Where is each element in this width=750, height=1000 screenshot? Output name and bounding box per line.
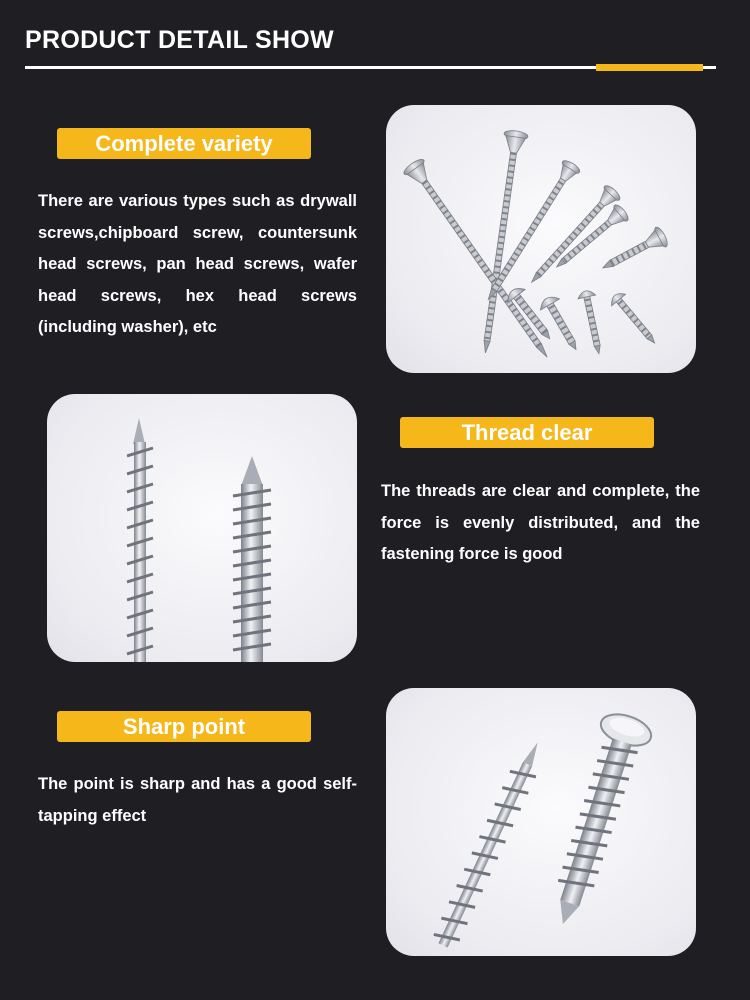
badge-thread-clear: Thread clear [400, 417, 654, 448]
page-title: PRODUCT DETAIL SHOW [25, 26, 334, 54]
description-sharp-point: The point is sharp and has a good self-tapping effect [38, 775, 357, 825]
assorted-screws-photo [386, 105, 696, 373]
screw-threads-closeup-photo [47, 394, 357, 662]
description-thread-clear: The threads are clear and complete, the force is evenly distributed, and the fastening force is good [381, 482, 700, 563]
description-complete-variety: There are various types such as drywall screws,chipboard screw, countersunk head screws, pan head screws, wafer head screws, hex head screws (including washer), etc [38, 192, 357, 336]
badge-complete-variety: Complete variety [57, 128, 311, 159]
title-accent-bar [596, 64, 703, 71]
screw-points-closeup-photo [386, 688, 696, 956]
badge-sharp-point: Sharp point [57, 711, 311, 742]
